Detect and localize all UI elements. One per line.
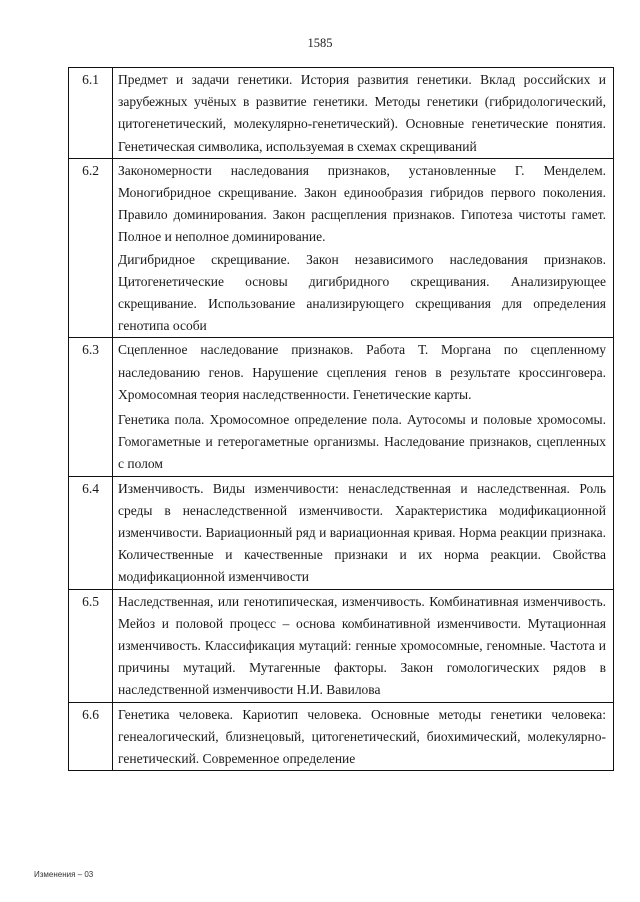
table-row bbox=[69, 702, 614, 771]
row-paragraph: Изменчивость. Виды изменчивости: ненаследственная и наследственная. Роль среды в ненаследственной изменчивости. Характеристика модификационной изменчивости. Вариационный ряд и вариационная кривая. Норма реакции признака. Количественные и качественные признаки и их норма реакции. Свойства модификационной изменчивости bbox=[118, 480, 606, 585]
row-content bbox=[113, 702, 614, 771]
row-content bbox=[113, 338, 614, 476]
row-paragraph: Дигибридное скрещивание. Закон независимого наследования признаков. Цитогенетические основы дигибридного скрещивания. Анализирующее скрещивание. Использование анализирующего скрещивания для определения генотипа особи bbox=[118, 251, 606, 334]
row-content bbox=[113, 589, 614, 702]
row-number: 6.1 bbox=[69, 68, 113, 159]
table-row bbox=[69, 158, 614, 338]
row-paragraph: Генетика человека. Кариотип человека. Основные методы генетики человека: генеалогический, близнецовый, цитогенетический, биохимический, молекулярно-генетический. Современное определение bbox=[118, 706, 606, 767]
row-content bbox=[113, 68, 614, 159]
table-row bbox=[69, 589, 614, 702]
row-paragraph: Предмет и задачи генетики. История развития генетики. Вклад российских и зарубежных учёных в развитие генетики. Методы генетики (гибридологический, цитогенетический, молекулярно-генетический). Основные генетические понятия. Генетическая символика, используемая в схемах скрещиваний bbox=[118, 72, 606, 154]
row-number: 6.4 bbox=[69, 476, 113, 589]
table-row bbox=[69, 68, 614, 159]
page-number: 1585 bbox=[307, 36, 333, 50]
row-paragraph: Закономерности наследования признаков, установленные Г. Менделем. Моногибридное скрещивание. Закон единообразия гибридов первого поколения. Правило доминирования. Закон расщепления признаков. Гипотеза чистоты гамет. Полное и неполное доминирование. bbox=[118, 162, 606, 245]
row-number: 6.2 bbox=[69, 158, 113, 338]
table-row bbox=[69, 338, 614, 476]
row-paragraph: Сцепленное наследование признаков. Работа Т. Моргана по сцепленному наследованию генов. Нарушение сцепления генов в результате кроссинговера. Хромосомная теория наследственности. Генетические карты. bbox=[118, 342, 606, 402]
row-number: 6.3 bbox=[69, 338, 113, 476]
row-content bbox=[113, 158, 614, 338]
table-row bbox=[69, 476, 614, 589]
revision-footer: Изменения – 03 bbox=[34, 870, 94, 879]
row-number: 6.6 bbox=[69, 702, 113, 771]
row-paragraph: Генетика пола. Хромосомное определение пола. Аутосомы и половые хромосомы. Гомогаметные и гетерогаметные организмы. Наследование признаков, сцепленных с полом bbox=[118, 412, 606, 472]
curriculum-table bbox=[68, 67, 614, 771]
row-number: 6.5 bbox=[69, 589, 113, 702]
row-paragraph: Наследственная, или генотипическая, изменчивость. Комбинативная изменчивость. Мейоз и половой процесс – основа комбинативной изменчивости. Мутационная изменчивость. Классификация мутаций: генные хромосомные, геномные. Частота и причины мутаций. Мутагенные факторы. Закон гомологических рядов в наследственной изменчивости Н.И. Вавилова bbox=[118, 593, 606, 698]
row-content bbox=[113, 476, 614, 589]
